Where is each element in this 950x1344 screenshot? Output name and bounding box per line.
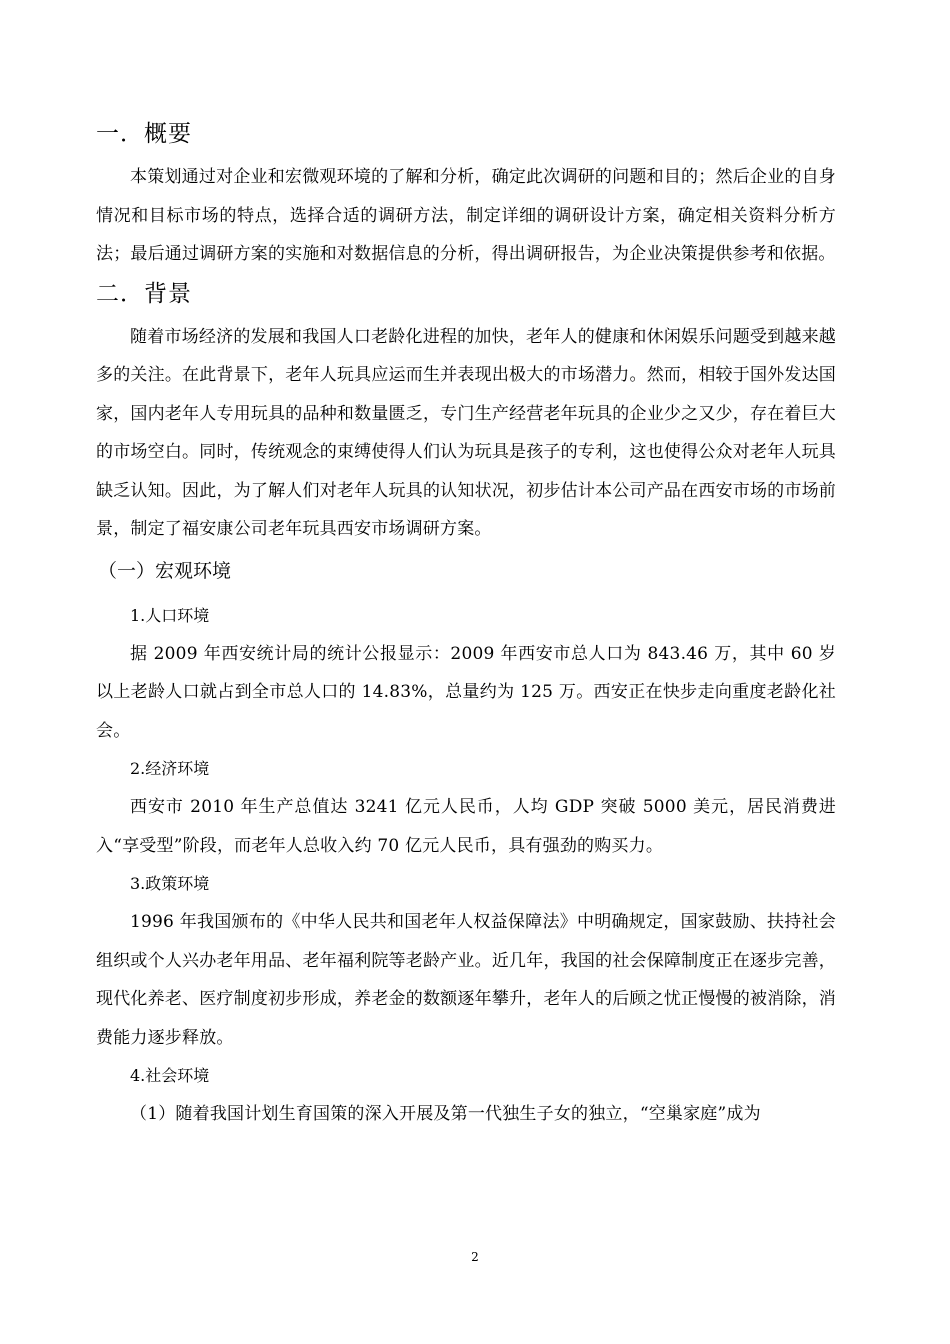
overview-paragraph: 本策划通过对企业和宏微观环境的了解和分析，确定此次调研的问题和目的；然后企业的自身情况和目标市场的特点，选择合适的调研方法，制定详细的调研设计方案，确定相关资料分析方法；最后通过调研方案的实施和对数据信息的分析，得出调研报告，为企业决策提供参考和依据。 <box>96 167 836 264</box>
subsection-heading-macro-environment: （一）宏观环境 <box>98 559 232 582</box>
item-paragraph-economy: 西安市 2010 年生产总值达 3241 亿元人民币，人均 GDP 突破 5000 美元，居民消费进入“享受型”阶段，而老年人总收入约 70 亿元人民币，具有强劲的购买力。 <box>96 797 836 856</box>
section-heading-background: 二．背景 <box>96 280 192 307</box>
item-heading-population: 1.人口环境 <box>130 605 210 625</box>
page-number: 2 <box>471 1250 479 1264</box>
item-heading-economy: 2.经济环境 <box>130 759 210 778</box>
item-paragraph-policy: 1996 年我国颁布的《中华人民共和国老年人权益保障法》中明确规定，国家鼓励、扶持社会组织或个人兴办老年用品、老年福利院等老龄产业。近几年，我国的社会保障制度正在逐步完善，现代化养老、医疗制度初步形成，养老金的数额逐年攀升，老年人的后顾之忧正慢慢的被消除，消费能力逐步释放。 <box>96 912 836 1048</box>
document-body <box>96 116 836 1134</box>
background-paragraph: 随着市场经济的发展和我国人口老龄化进程的加快，老年人的健康和休闲娱乐问题受到越来越多的关注。在此背景下，老年人玩具应运而生并表现出极大的市场潜力。然而，相较于国外发达国家，国内老年人专用玩具的品种和数量匮乏，专门生产经营老年玩具的企业少之又少，存在着巨大的市场空白。同时，传统观念的束缚使得人们认为玩具是孩子的专利，这也使得公众对老年人玩具缺乏认知。因此，为了解人们对老年人玩具的认知状况，初步估计本公司产品在西安市场的市场前景，制定了福安康公司老年玩具西安市场调研方案。 <box>96 326 836 539</box>
item-heading-society: 4.社会环境 <box>130 1066 210 1085</box>
item-paragraph-population: 据 2009 年西安统计局的统计公报显示：2009 年西安市总人口为 843.46 万，其中 60 岁以上老龄人口就占到全市总人口的 14.83%，总量约为 125 万。西安正在快步走向重度老龄化社会。 <box>96 643 836 741</box>
section-heading-overview: 一．概要 <box>96 121 192 147</box>
item-heading-policy: 3.政策环境 <box>130 874 210 893</box>
item-paragraph-society: （1）随着我国计划生育国策的深入开展及第一代独生子女的独立，“空巢家庭”成为 <box>130 1104 761 1124</box>
